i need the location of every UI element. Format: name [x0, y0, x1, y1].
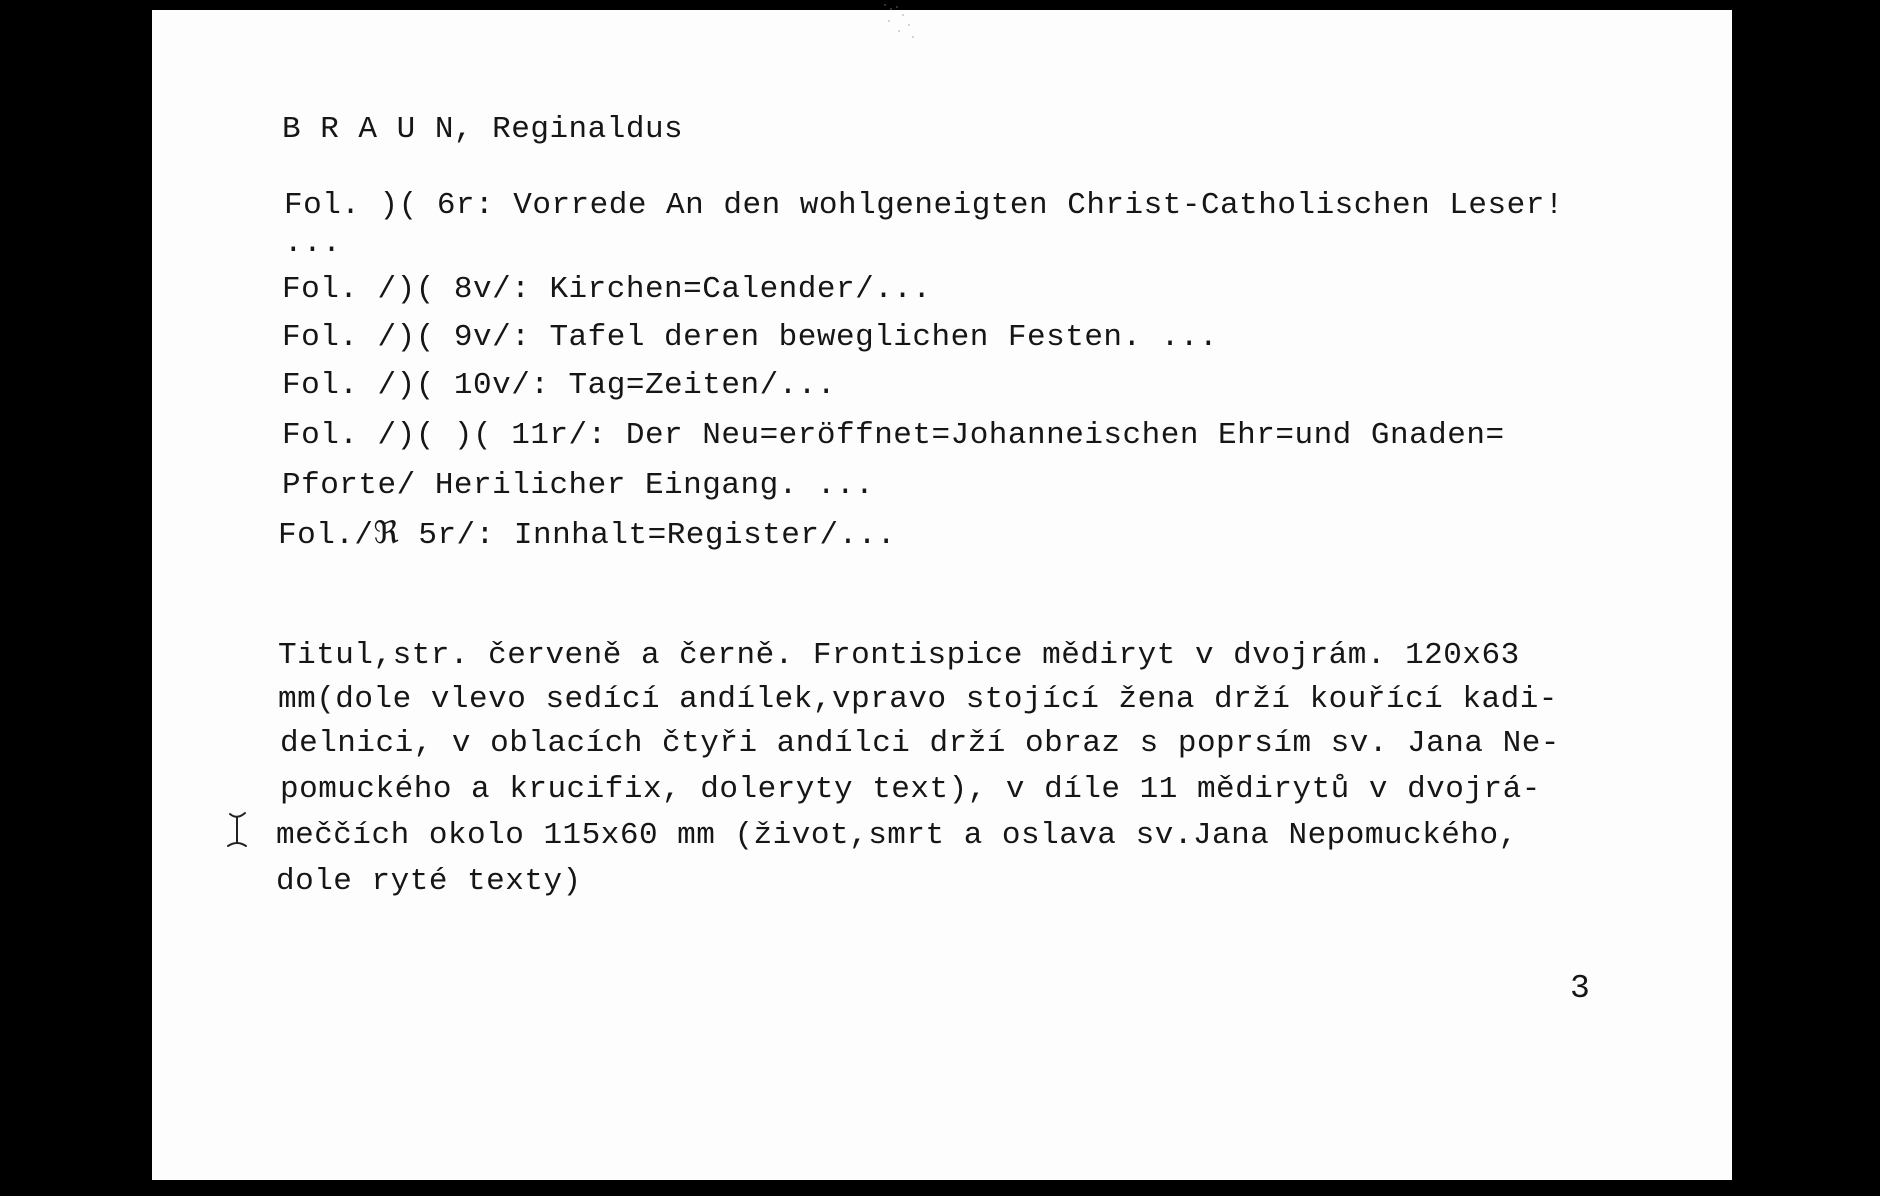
entry-line: Fol. )( 6r: Vorrede An den wohlgeneigten Christ-Catholischen Leser! — [284, 188, 1564, 223]
entry-line: Pforte/ Herilicher Eingang. ... — [282, 468, 875, 503]
description-line: dole ryté texty) — [276, 864, 582, 899]
entry-line: Fol./ℜ 5r/: Innhalt=Register/... — [278, 518, 896, 553]
catalog-card — [152, 10, 1732, 1180]
entry-line: Fol. /)( 8v/: Kirchen=Calender/... — [282, 272, 932, 307]
entry-line: ... — [284, 226, 342, 261]
description-line: mm(dole vlevo sedící andílek,vpravo stojící žena drží kouřící kadi- — [278, 682, 1558, 717]
description-line: pomuckého a krucifix, doleryty text), v díle 11 mědirytů v dvojrá- — [280, 772, 1541, 807]
scan-noise-icon — [880, 0, 918, 46]
handwritten-mark-icon — [224, 810, 250, 850]
entry-line: Fol. /)( )( 11r/: Der Neu=eröffnet=Johanneischen Ehr=und Gnaden= — [282, 418, 1505, 453]
card-heading: B R A U N, Reginaldus — [282, 112, 684, 147]
description-line: delnici, v oblacích čtyři andílci drží obraz s poprsím sv. Jana Ne- — [280, 726, 1560, 761]
description-line: Titul,str. červeně a černě. Frontispice mědiryt v dvojrám. 120x63 — [278, 638, 1520, 673]
page-number: 3 — [1570, 970, 1591, 1007]
entry-line: Fol. /)( 10v/: Tag=Zeiten/... — [282, 368, 836, 403]
entry-line: Fol. /)( 9v/: Tafel deren beweglichen Festen. ... — [282, 320, 1219, 355]
description-line: meččích okolo 115x60 mm (život,smrt a oslava sv.Jana Nepomuckého, — [276, 818, 1518, 853]
